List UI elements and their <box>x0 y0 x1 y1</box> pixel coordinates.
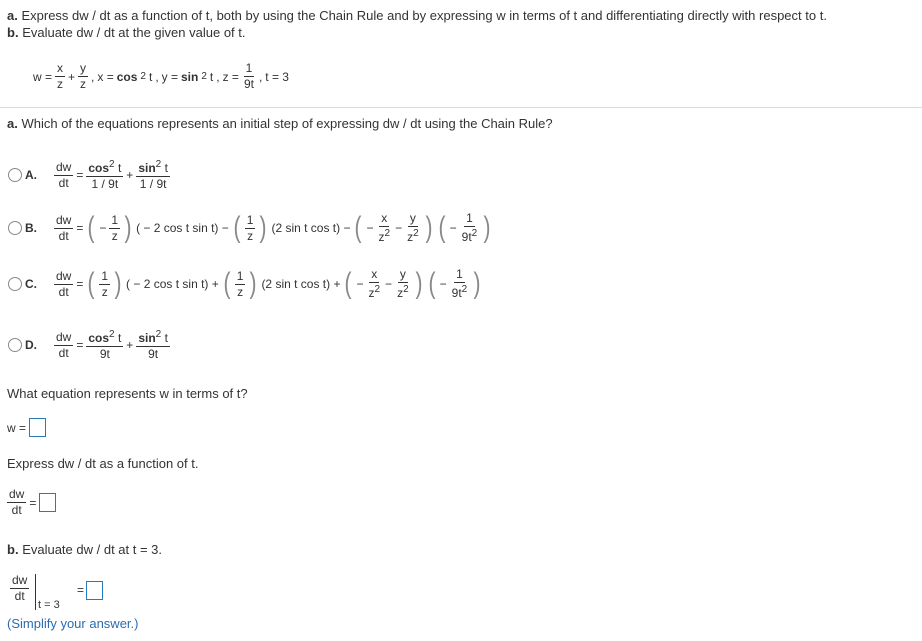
denominator: z <box>111 228 118 243</box>
plus-sign: + <box>126 338 134 353</box>
dw-dt <box>10 574 29 603</box>
minus-sign: − <box>439 277 447 292</box>
numerator: dw <box>54 331 73 346</box>
left-paren: ( <box>344 267 352 301</box>
one-over-z <box>109 214 120 243</box>
var-z: z <box>368 286 375 301</box>
equals-sign: = <box>76 277 84 292</box>
y-over-z <box>78 62 88 91</box>
option-d-radio[interactable] <box>8 338 22 352</box>
option-c-letter: C. <box>25 277 37 292</box>
numerator: x <box>379 212 389 227</box>
left-paren: ( <box>223 267 231 301</box>
header-part-b <box>7 25 246 40</box>
right-paren: ) <box>473 267 481 301</box>
right-paren: ) <box>425 211 433 245</box>
exponent: 2 <box>201 71 207 83</box>
exponent: 2 <box>403 284 409 296</box>
option-c[interactable] <box>8 268 482 300</box>
sin-term <box>136 159 170 191</box>
right-paren: ) <box>114 267 122 301</box>
dwdt-answer-row <box>7 488 56 517</box>
comma: , <box>155 69 159 84</box>
minus-sign: − <box>449 221 457 236</box>
denominator: z <box>101 284 108 299</box>
numerator: 1 <box>109 214 120 229</box>
sin-term <box>136 329 170 361</box>
w-answer-row <box>7 418 46 437</box>
denominator: dt <box>58 175 69 190</box>
minus-sign: − <box>395 221 403 236</box>
y-equals: y = <box>161 69 178 84</box>
part-b-label: b. <box>7 25 19 40</box>
question-b-label: b. <box>7 542 19 557</box>
option-a[interactable] <box>8 159 170 191</box>
option-c-radio[interactable] <box>8 277 22 291</box>
exponent: 2 <box>374 284 381 296</box>
var-z: z <box>378 230 385 245</box>
exponent: 2 <box>109 329 115 340</box>
question-b-text: Evaluate dw / dt at t = 3. <box>22 542 163 557</box>
one-over-z <box>235 270 246 299</box>
numerator: 1 <box>235 270 246 285</box>
one-over-9t2 <box>450 268 470 300</box>
x-equals: x = <box>97 69 114 84</box>
denominator: dt <box>58 228 69 243</box>
dx-dt-term: ( − 2 cos t sin t) − <box>136 221 229 236</box>
denominator: z <box>80 77 87 92</box>
var-t: t <box>164 331 168 345</box>
denominator: z <box>237 284 244 299</box>
one-over-z <box>245 214 256 243</box>
dwdt-at-t3-row <box>10 574 120 614</box>
numerator: y <box>78 62 88 77</box>
dy-dt-term: (2 sin t cos t) − <box>271 221 351 236</box>
part-a-label: a. <box>7 8 18 23</box>
numerator: x <box>369 268 379 283</box>
numerator: 1 <box>244 62 255 77</box>
exponent: 2 <box>461 284 468 296</box>
numerator: 1 <box>99 270 110 285</box>
numerator: y <box>398 268 408 283</box>
left-paren: ( <box>438 211 446 245</box>
right-paren: ) <box>124 211 132 245</box>
x-over-z <box>55 62 65 91</box>
cos-term <box>86 329 123 361</box>
dy-dt-term: (2 sin t cos t) + <box>261 277 341 292</box>
equals-sign: = <box>76 221 84 236</box>
question-a <box>7 116 553 131</box>
one-over-9t <box>242 62 256 91</box>
left-paren: ( <box>428 267 436 301</box>
numerator: dw <box>7 488 26 503</box>
denominator: dt <box>14 589 25 604</box>
equals-sign: = <box>76 168 84 183</box>
plus-sign: + <box>126 168 134 183</box>
denominator: 1 / 9t <box>91 177 119 192</box>
one-over-z <box>99 270 110 299</box>
exponent: 2 <box>155 329 162 340</box>
x-over-z2 <box>366 268 382 300</box>
dw-dt <box>54 331 73 360</box>
exponent: 2 <box>155 159 162 170</box>
denominator: z <box>247 228 254 243</box>
var-t: t <box>117 331 122 345</box>
sin-fn: sin <box>181 69 199 84</box>
equals-sign: = <box>76 338 84 353</box>
w-label: w = <box>7 420 27 435</box>
one-over-9t2 <box>460 212 480 244</box>
denominator: z <box>57 77 64 92</box>
cos-fn: cos <box>88 331 110 345</box>
numerator: x <box>55 62 65 77</box>
denominator: dt <box>58 284 69 299</box>
minus-sign: − <box>99 221 107 236</box>
denominator: 9t <box>243 77 254 92</box>
sin-fn: sin <box>138 331 156 345</box>
var-z: z <box>397 286 404 301</box>
dw-dt <box>54 214 73 243</box>
comma: , <box>216 69 220 84</box>
y-over-z2 <box>395 268 411 300</box>
dx-dt-term: ( − 2 cos t sin t) + <box>126 277 219 292</box>
numerator: y <box>408 212 418 227</box>
numerator: dw <box>54 214 73 229</box>
header-part-a <box>7 8 827 23</box>
denominator: 9t <box>148 347 159 362</box>
plus-sign: + <box>68 69 76 84</box>
var-z: z <box>407 230 414 245</box>
exponent: 2 <box>109 159 115 170</box>
denominator: dt <box>11 503 22 518</box>
z-equals: z = <box>222 69 239 84</box>
question-b <box>7 542 162 557</box>
equals-sign: = <box>29 495 37 510</box>
right-paren: ) <box>415 267 423 301</box>
numerator: dw <box>54 161 73 176</box>
minus-sign: − <box>356 277 364 292</box>
given-equations <box>33 62 289 91</box>
x-over-z2 <box>377 212 393 244</box>
y-over-z2 <box>405 212 421 244</box>
option-d[interactable] <box>8 329 170 361</box>
dwdt-answer-input[interactable] <box>39 493 56 512</box>
nine-t: 9t <box>451 286 462 301</box>
exponent: 2 <box>471 228 478 240</box>
evaluation-point: t = 3 <box>38 599 60 611</box>
var-t: t <box>209 69 214 84</box>
dw-dt <box>54 270 73 299</box>
dw-dt <box>7 488 26 517</box>
denominator: 9t <box>99 347 110 362</box>
numerator: dw <box>54 270 73 285</box>
sin-fn: sin <box>138 161 156 175</box>
numerator: 1 <box>464 212 475 227</box>
exponent: 2 <box>413 228 419 240</box>
comma: , <box>91 69 95 84</box>
right-paren: ) <box>249 267 257 301</box>
left-paren: ( <box>233 211 241 245</box>
equals-sign: = <box>77 583 85 597</box>
question-a-text: Which of the equations represents an initial step of expressing dw / dt using the Chain Rule? <box>21 116 553 131</box>
left-paren: ( <box>87 211 95 245</box>
option-b-radio[interactable] <box>8 221 22 235</box>
cos-fn: cos <box>116 69 138 84</box>
minus-sign: − <box>385 277 393 292</box>
option-b-letter: B. <box>25 221 37 236</box>
dwdt-at-t3-input[interactable] <box>86 581 103 600</box>
question-w-text: What equation represents w in terms of t? <box>7 386 248 401</box>
right-paren: ) <box>483 211 491 245</box>
var-t: t <box>148 69 153 84</box>
w-equals: w = <box>33 69 53 84</box>
left-paren: ( <box>354 211 362 245</box>
left-paren: ( <box>87 267 95 301</box>
minus-sign: − <box>366 221 374 236</box>
option-b[interactable] <box>8 212 492 244</box>
part-b-instruction: Evaluate dw / dt at the given value of t. <box>22 25 246 40</box>
evaluation-bar <box>35 574 36 610</box>
var-t: t <box>164 161 168 175</box>
var-t: t <box>117 161 122 175</box>
denominator: dt <box>58 345 69 360</box>
exponent: 2 <box>140 71 146 83</box>
nine-t: 9t <box>461 230 472 245</box>
numerator: 1 <box>245 214 256 229</box>
cos-fn: cos <box>88 161 110 175</box>
question-a-label: a. <box>7 116 18 131</box>
t-value: t = 3 <box>265 69 289 84</box>
cos-term <box>86 159 123 191</box>
denominator: 1 / 9t <box>139 177 167 192</box>
exponent: 2 <box>384 228 391 240</box>
question-dwdt-text: Express dw / dt as a function of t. <box>7 456 199 471</box>
option-a-letter: A. <box>25 168 37 183</box>
section-divider <box>0 107 922 108</box>
numerator: dw <box>10 574 29 589</box>
simplify-hint: (Simplify your answer.) <box>7 616 139 631</box>
numerator: 1 <box>454 268 465 283</box>
dw-dt <box>54 161 73 190</box>
w-answer-input[interactable] <box>29 418 46 437</box>
right-paren: ) <box>259 211 267 245</box>
option-a-radio[interactable] <box>8 168 22 182</box>
comma: , <box>258 69 263 84</box>
part-a-instruction: Express dw / dt as a function of t, both by using the Chain Rule and by expressing w in terms of t and differentiating directly with respect to t. <box>21 8 827 23</box>
option-d-letter: D. <box>25 338 37 353</box>
